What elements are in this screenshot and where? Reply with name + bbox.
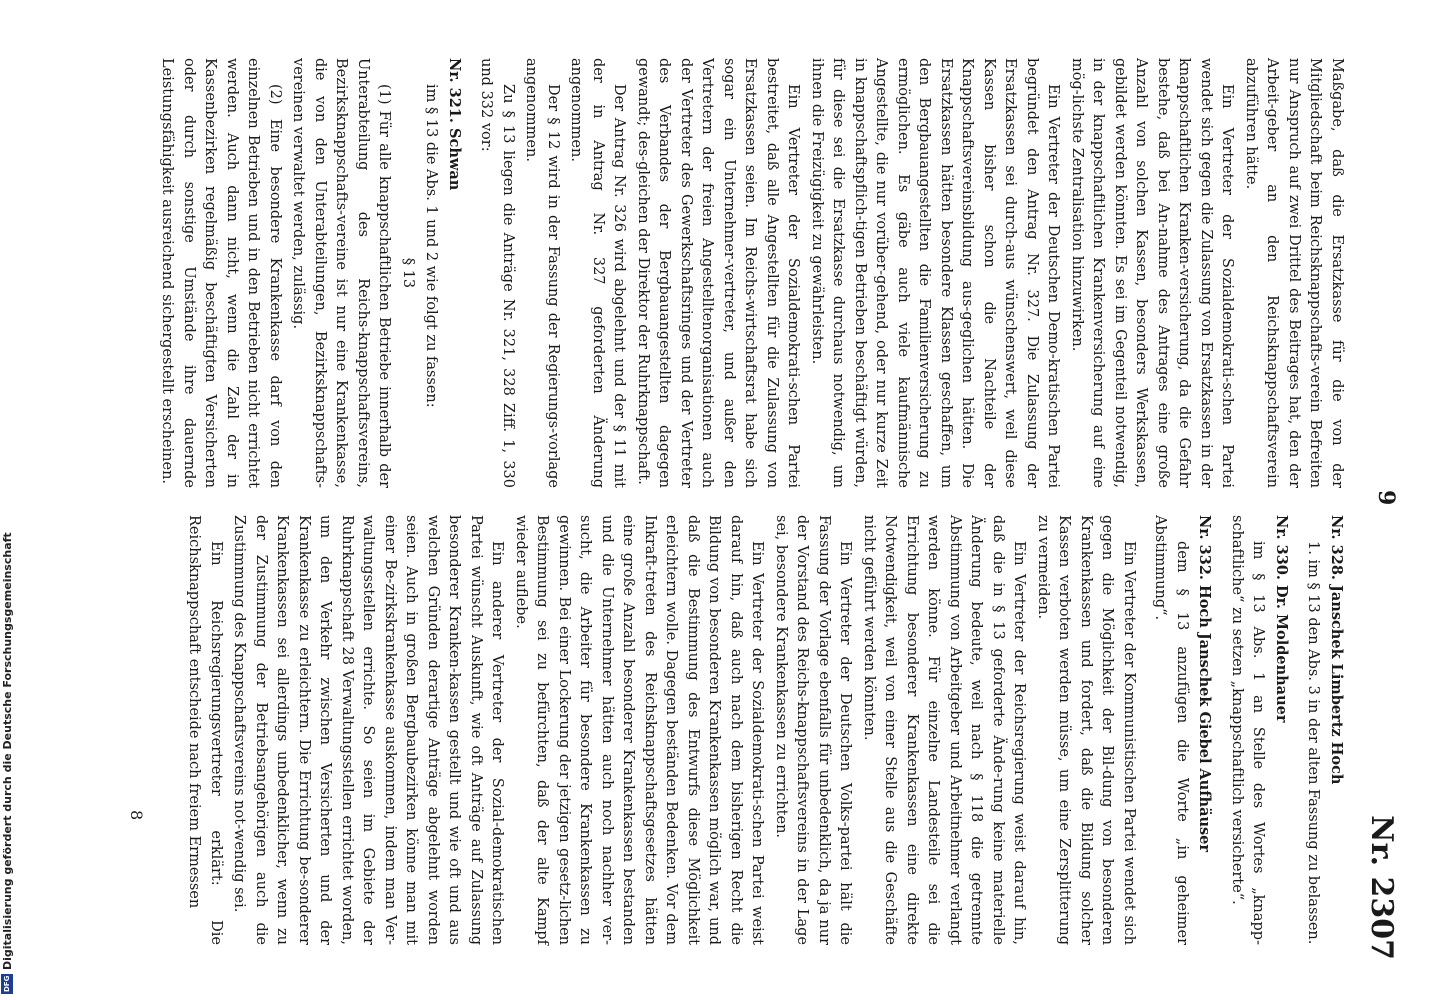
paragraph: im § 13 die Abs. 1 und 2 wie folgt zu fassen: [423,84,440,408]
dfg-logo: DFG [3,975,11,993]
footer-number: 8 [127,810,146,821]
document-number: Nr. 2307 [1364,815,1399,960]
paragraph: Ein Reichsregierungsvertreter erklärt: Die Reichsknappschaft entscheide nach freiem Ermessen [186,515,224,945]
paragraph: Zu § 13 liegen die Anträge Nr. 321, 328 Ziff. 1, 330 und 332 vor: [478,58,516,488]
section-heading: § 13 [400,257,416,289]
paragraph: Ein Vertreter der Deutschen Volks-partei hält die Fassung der Vorlage ebenfalls für unbedenklich, da ja nur der Vorstand des Reichs-knappschaftsvereins in der Lage sei, besondere Krankenkassen zu errichten. [773,515,854,945]
paragraph: Der § 12 wird in der Fassung der Regierungs-vorlage angenommen. [523,58,561,488]
paragraph: 1. im § 13 den Abs. 3 in der alten Fassung zu belassen. [1305,541,1322,945]
paragraph: im § 13 Abs. 1 an Stelle des Wortes „knapp-schaftliche“ zu setzen „knappschaftlich versicherte“. [1229,515,1267,945]
paragraph: Ein Vertreter der Sozialdemokrati-schen Partei wendet sich gegen die Zulassung von Ersatzkassen in der knappschaftlichen Kranken-versicherung, da die Gefahr bestehe, daß bei An-nahme des Antrages eine große Anzahl von solchen Kassen, besonders Werkskassen, gebildet werden könnten. Es sei im Gegenteil notwendig, in der knappschaftlichen Krankenversicherung auf eine mög-lichste Zentralisation hinzuwirken. [1069,58,1236,488]
dfg-banner [0,0,14,1000]
rotated-page [17,0,1417,1000]
motion-heading: Nr. 321. Schwan [446,58,463,191]
paragraph: (1) Für alle knappschaftlichen Betriebe innerhalb der Unterabteilung des Reichs-knappschaftsvereins, Bezirksknappschafts-vereine ist nur eine Krankenkasse, die von den Unterabteilungen, Bezirksknappschafts-vereinen verwaltet werden, zulässig. [290,58,393,488]
digitization-note: Digitalisierung gefördert durch die Deutsche Forschungsgemeinschaft [1,532,14,970]
motion-heading: Nr. 328. Janschek Limbertz Hoch [1328,515,1345,785]
paragraph: Ein Vertreter der Reichsregierung weist darauf hin, daß die in § 13 geforderte Ände-rung keine materielle Änderung bedeute, weil nach § 118 die getrennte Abstimmung von Arbeitgeber und Arbeitnehmer verlangt werden könne. Für einzelne Landesteile sei die Errichtung besonderer Krankenkassen eine direkte Notwendigkeit, weil von einer Stelle aus die Geschäfte nicht geführt werden könnten. [861,515,1028,945]
paragraph: Ein Vertreter der Kommunistischen Partei wendet sich gegen die Möglichkeit der Bil-dung von besonderen Krankenkassen und fordert, daß die Bildung solcher Kassen verboten werden müsse, um eine Zersplitterung zu vermeiden. [1035,515,1137,945]
paragraph: Maßgabe, daß die Ersatzkasse für die von der Mitgliedschaft beim Reichsknappschafts-verein Befreiten nur Anspruch auf zwei Drittel des Beitrages hat, den der Arbeit-geber an den Reichsknappschaftsverein abzuführen hätte. [1243,58,1345,488]
paragraph: dem § 13 anzufügen die Worte „in geheimer Abstimmung“. [1152,515,1190,945]
right-column [181,515,1347,945]
left-column [154,58,1347,488]
paragraph: Ein Vertreter der Deutschen Demo-kratischen Partei begründet den Antrag Nr. 327. Die Zulassung der Ersatzkassen sei durch-aus wünschenswert, weil diese Kassen bisher schon die Nachteile der Knappschaftsvereinsbildung aus-geglichen hätten. Die Ersatzkassen hätten besondere Klassen geschaffen, um den Bergbauangestellten die Familienversicherung zu ermöglichen. Es gäbe auch viele kaufmännische Angestellte, die nur vorüber-gehend, oder nur kurze Zeit in knappschaftspflich-tigen Betrieben beschäftigt würden, für diese sei die Ersatzkasse durchaus notwendig, um ihnen die Freizügigkeit zu gewährleisten. [809,58,1062,488]
page-number: 9 [1373,490,1399,506]
paragraph: Der Antrag Nr. 326 wird abgelehnt und der § 11 mit der in Antrag Nr. 327 geforderten Änderung angenommen. [568,58,628,488]
motion-heading: Nr. 330. Dr. Moldenhauer [1273,515,1290,723]
paragraph: Ein Vertreter der Sozialdemokrati-schen Partei weist darauf hin, daß auch nach dem bisherigen Recht die Bildung von besonderen Krankenkassen möglich war, und daß die Bestimmung des Entwurfs diese Möglichkeit erleichtern wolle. Dagegen beständen Bedenken. Vor dem Inkraft-treten des Reichsknappschaftsgesetzes hätten eine große Anzahl besonderer Krankenkassen bestanden und die Unternehmer hätten auch noch nachher ver-sucht, die Arbeiter für besondere Krankenkassen zu gewinnen. Bei einer Lockerung der jetzigen gesetz-lichen Bestimmung sei zu befürchten, daß der alte Kampf wieder auflebe. [513,515,766,945]
paragraph: (2) Eine besondere Krankenkasse darf von den einzelnen Betrieben und in den Betrieben nicht errichtet werden. Auch dann nicht, wenn die Zahl der in Kassenbezirken regelmäßig beschäftigten Versicherten oder durch sonstige Umstände ihre dauernde Leistungsfähigkeit ausreichend sichergestellt erscheinen. [159,58,283,488]
paragraph: Ein Vertreter der Sozialdemokrati-schen Partei bestreitet, daß alle Angestellten für die Zulassung von Ersatzkassen seien. Im Reichs-wirtschaftsrat habe sich sogar ein Unternehmer-vertreter, und außer den Vertretern der freien Angestelltenorganisationen auch der Vertreter des Gewerkschaftsringes und der Vertreter des Verbandes der Bergbauangestellten dagegen gewandt; des-gleichen der Direktor der Ruhrknappschaft. [635,58,802,488]
paragraph: Ein anderer Vertreter der Sozial-demokratischen Partei wünscht Auskunft, wie oft Anträge auf Zulassung besonderer Kranken-kassen gestellt und wie oft und aus welchen Gründen derartige Anträge abgelehnt worden seien. Auch in großen Bergbaubezirken könne man mit einer Be-zirkskrankenkasse auskommen, indem man Ver-waltungsstellen errichte. So seien im Gebiete der Ruhrknappschaft 28 Verwaltungsstellen errichtet worden, um den Verkehr zwischen Versicherten und der Krankenkasse zu erleichtern. Die Errichtung be-sonderer Krankenkassen sei allerdings unbedenklicher, wenn zu der Zustimmung der Betriebsangehörigen auch die Zustimmung des Knappschaftsvereins not-wendig sei. [231,515,506,945]
motion-heading: Nr. 332. Hoch Janschek Giebel Aufhäuser [1196,515,1214,853]
